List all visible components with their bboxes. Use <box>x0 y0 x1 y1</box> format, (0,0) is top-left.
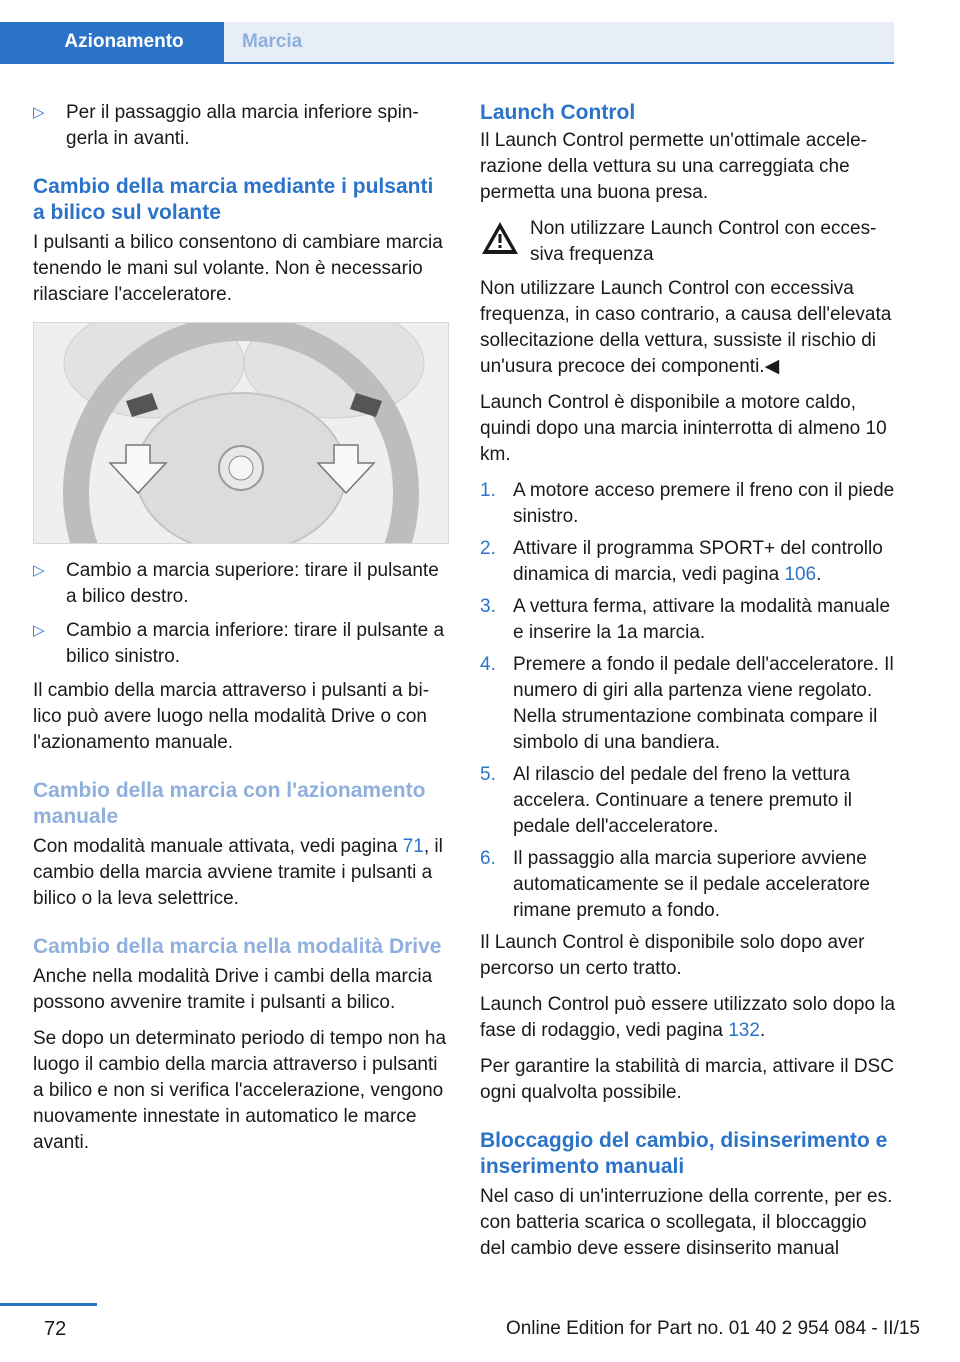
heading-gearbox-lock: Bloccaggio del cambio, disinserimento e inserimento manuali <box>480 1129 888 1178</box>
paragraph: Launch Control è disponibile a motore caldo, quindi dopo una marcia ininterrotta di almeno 10 km. <box>480 392 887 465</box>
page-header <box>0 0 960 64</box>
page-number: 72 <box>44 1318 67 1340</box>
paragraph: Per garantire la stabilità di marcia, attivare il DSC ogni qualvolta possibile. <box>480 1056 894 1103</box>
paragraph: Il cambio della marcia attraverso i pulsanti a bilico può avere luogo nella modalità Drive o con l'azionamento manuale. <box>33 680 430 753</box>
footer-divider <box>0 1303 97 1306</box>
step-text: Il passaggio alla marcia superiore avviene automaticamente se il pedale acceleratore rimane premuto a fondo. <box>513 848 870 921</box>
text: Con modalità manuale attivata, vedi pagina <box>33 836 403 857</box>
paragraph <box>480 992 896 1044</box>
paragraph: Se dopo un determinato periodo di tempo non ha luogo il cambio della marcia attraverso i pulsanti a bilico e non si verifica l'accelerazione, vengono nuovamente innestate in automatico le marce avanti. <box>33 1028 447 1153</box>
tab-azionamento[interactable] <box>0 22 224 62</box>
tab-azionamento-label: Azionamento <box>64 31 184 52</box>
step-number: 3. <box>480 596 496 617</box>
step-text: Attivare il programma SPORT+ del controllo dinamica di marcia, vedi pagina <box>513 538 883 585</box>
page-link-71[interactable]: 71 <box>402 836 424 857</box>
step-number: 5. <box>480 764 496 785</box>
step-number: 6. <box>480 848 496 869</box>
list-item <box>480 536 896 588</box>
list-item <box>480 652 896 756</box>
warning-title: Non utilizzare Launch Control con eccessiva frequenza <box>530 218 877 265</box>
warning-triangle-icon <box>480 220 520 256</box>
list-item <box>480 846 896 924</box>
step-number: 4. <box>480 654 496 675</box>
list-item <box>480 762 896 840</box>
left-column <box>33 100 449 1166</box>
paragraph: Non utilizzare Launch Control con eccessiva frequenza, in caso contrario, a causa dell'elevata sollecitazione della vettura, sussiste il rischio di un'usura precoce dei componenti.◀ <box>480 278 892 377</box>
step-number: 1. <box>480 480 496 501</box>
paragraph: Il Launch Control permette un'ottimale accelerazione della vettura su una carreggiata che permetta una buona presa. <box>480 130 867 203</box>
step-number: 2. <box>480 538 496 559</box>
list-item-text: Cambio a marcia superiore: tirare il pulsante a bilico destro. <box>66 560 439 607</box>
list-item <box>33 558 449 610</box>
page-link-132[interactable]: 132 <box>728 1020 760 1041</box>
page-link-106[interactable]: 106 <box>784 564 817 585</box>
list-item <box>33 618 449 670</box>
text: Launch Control può essere utilizzato solo dopo la fase di rodaggio, vedi pagina <box>480 994 896 1041</box>
tab-marcia[interactable] <box>224 22 894 62</box>
heading-launch-control: Launch Control <box>480 101 636 124</box>
triangle-bullet-icon: ▷ <box>33 562 45 579</box>
header-divider <box>0 62 894 64</box>
triangle-bullet-icon: ▷ <box>33 622 45 639</box>
warning-block <box>480 216 896 268</box>
paragraph: Nel caso di un'interruzione della corrente, per es. con batteria scarica o scollegata, il bloccaggio del cambio deve essere disinserito manual <box>480 1186 893 1259</box>
edition-note: Online Edition for Part no. 01 40 2 954 084 - II/15 <box>505 1318 920 1339</box>
triangle-bullet-icon: ▷ <box>33 104 45 121</box>
steering-wheel-figure <box>33 322 449 544</box>
paragraph: Il Launch Control è disponibile solo dopo aver percorso un certo tratto. <box>480 932 865 979</box>
list-item-text: Per il passaggio alla marcia inferiore spingerla in avanti. <box>66 102 419 149</box>
heading-manual-mode: Cambio della marcia con l'azionamento manuale <box>33 779 426 828</box>
paragraph <box>33 834 449 912</box>
text: . <box>759 1020 766 1041</box>
heading-drive-mode: Cambio della marcia nella modalità Drive <box>33 935 442 958</box>
step-text: Premere a fondo il pedale dell'acceleratore. Il numero di giri alla partenza viene regolato. Nella strumentazione combinata compare il simbolo di una bandiera. <box>513 654 894 753</box>
heading-steering-paddles: Cambio della marcia mediante i pulsanti a bilico sul volante <box>33 175 434 224</box>
list-item <box>480 594 896 646</box>
step-text: Al rilascio del pedale del freno la vettura accelera. Continuare a tenere premuto il pedale dell'acceleratore. <box>513 764 853 837</box>
step-text: A vettura ferma, attivare la modalità manuale e inserire la 1a marcia. <box>513 596 891 643</box>
step-text: . <box>816 564 822 585</box>
step-text: A motore acceso premere il freno con il piede sinistro. <box>513 480 895 527</box>
right-column <box>480 100 896 1272</box>
list-item <box>480 478 896 530</box>
text: , il cambio della marcia avviene tramite i pulsanti a bilico o la leva selettrice. <box>33 836 443 909</box>
tab-marcia-label: Marcia <box>242 31 303 52</box>
list-item-text: Cambio a marcia inferiore: tirare il pulsante a bilico sinistro. <box>66 620 445 667</box>
list-item <box>33 100 449 152</box>
steering-wheel-illustration <box>34 323 448 543</box>
paragraph: I pulsanti a bilico consentono di cambiare marcia tenendo le mani sul volante. Non è necessario rilasciare l'acceleratore. <box>33 232 443 305</box>
steps-list <box>480 478 896 924</box>
paragraph: Anche nella modalità Drive i cambi della marcia possono avvenire tramite i pulsanti a bilico. <box>33 966 433 1013</box>
